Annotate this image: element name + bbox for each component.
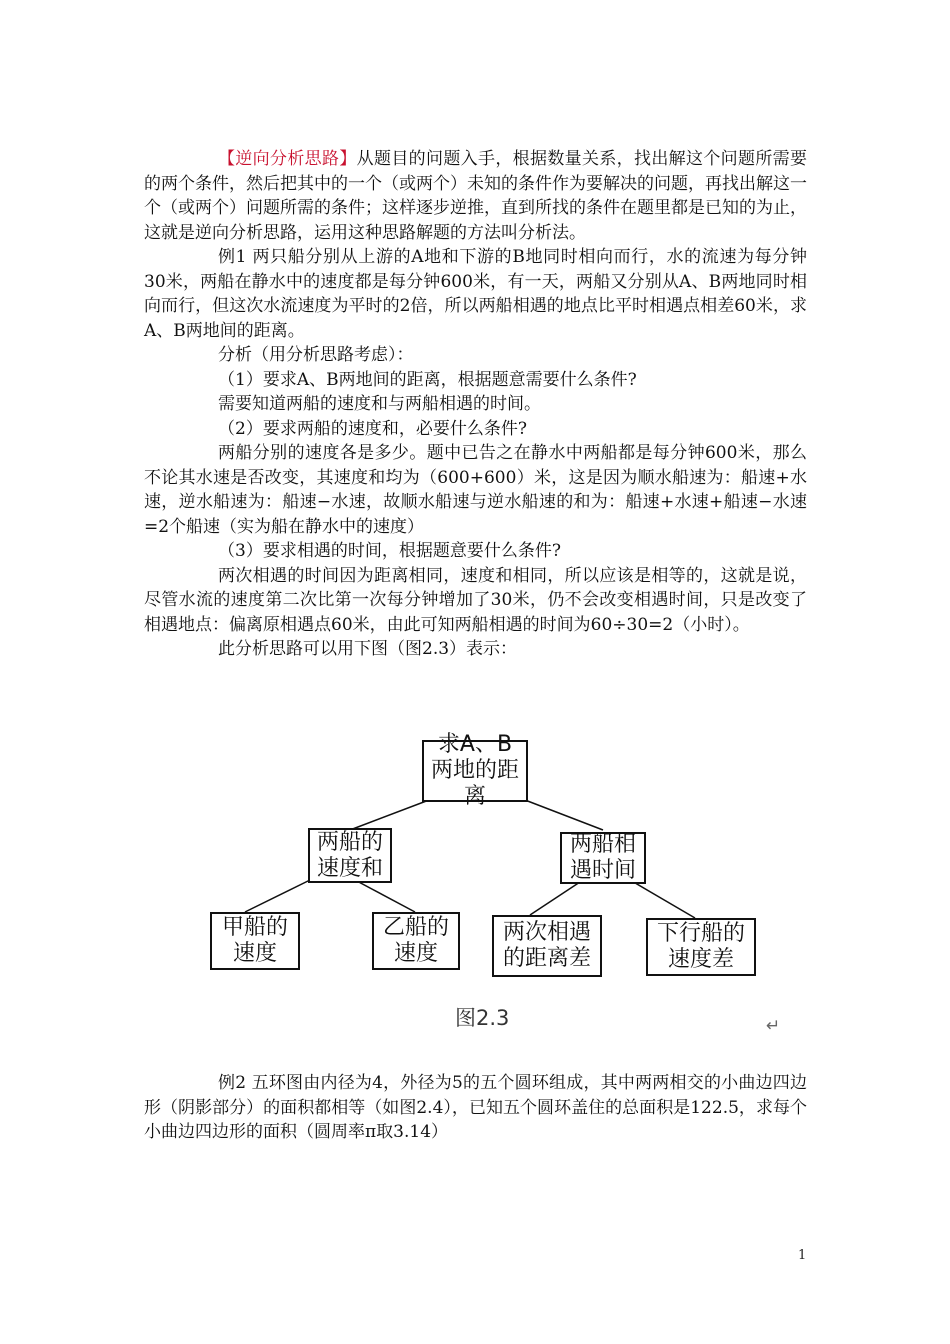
question-2: （2）要求两船的速度和，必要什么条件? [218,418,527,439]
example1-problem: 例1 两只船分别从上游的A地和下游的B地同时相向而行，水的流速为每分钟30米，两船在静水中的速度都是每分钟600米，有一天，两船又分别从A、B两地同时相向而行，但这次水流速度为平时的2倍，所以两船相遇的地点比平时相遇点相差60米，求A、B两地间的距离。 [144,247,807,341]
answer-3: 两次相遇的时间因为距离相同，速度和相同，所以应该是相等的，这就是说，尽管水流的速度第二次比第一次每分钟增加了30米，仍不会改变相遇时间，只是改变了相遇地点：偏离原相遇点60米，由此可知两船相遇的时间为60÷30=2（小时）。 [144,565,807,635]
example2-problem: 例2 五环图由内径为4，外径为5的五个圆环组成，其中两两相交的小曲边四边形（阴影部分）的面积都相等（如图2.4），已知五个圆环盖住的总面积是122.5，求每个小曲边四边形的面积（圆周率π取3.14） [144,1073,807,1142]
node-distance-difference: 两次相遇的距离差 [492,915,602,977]
edge-left-leaf1 [245,880,310,912]
node-root: 求A、B两地的距离 [422,740,528,802]
section-paragraph [144,147,807,245]
node-downstream-speed-difference: 下行船的速度差 [646,918,756,976]
page-number: 1 [798,1248,807,1263]
node-meeting-time: 两船相遇时间 [560,832,646,884]
answer-1: 需要知道两船的速度和与两船相遇的时间。 [218,394,541,414]
question-3: （3）要求相遇的时间，根据题意要什么条件? [218,541,561,561]
node-boat-b-speed: 乙船的速度 [372,912,460,970]
answer-2: 两船分别的速度各是多少。题中已告之在静水中两船都是每分钟600米，那么不论其水速是否改变，其速度和均为（600+600）米，这是因为顺水船速为：船速+水速，逆水船速为：船速−水速，故顺水船速与逆水船速的和为：船速+水速+船速−水速=2个船速（实为船在静水中的速度） [144,443,807,537]
figure-caption: 图2.3 [455,1006,510,1030]
edge-left-leaf2 [355,880,415,912]
section-title: 【逆向分析思路】 [218,149,357,169]
paragraph-return-icon: ↵ [766,1016,781,1036]
edge-root-right [525,800,603,830]
text-block-bottom [144,1071,807,1145]
edge-right-leaf3 [530,880,583,915]
node-boat-a-speed: 甲船的速度 [210,912,300,970]
diagram-intro: 此分析思路可以用下图（图2.3）表示： [218,639,518,659]
question-1: （1）要求A、B两地间的距离，根据题意需要什么条件? [218,369,637,390]
text-block-top [144,147,807,662]
section-body: 从题目的问题入手，根据数量关系，找出解这个问题所需要的两个条件，然后把其中的一个（或两个）未知的条件作为要解决的问题，再找出解这一个（或两个）问题所需的条件；这样逐步逆推，直到所找的条件在题里都是已知的为止，这就是逆向分析思路，运用这种思路解题的方法叫分析法。 [144,149,808,243]
node-speed-sum: 两船的速度和 [308,828,392,883]
analysis-title: 分析（用分析思路考虑）： [218,345,414,365]
analysis-tree-diagram [205,732,765,995]
edge-right-leaf4 [630,880,695,918]
edge-root-left [350,800,429,830]
